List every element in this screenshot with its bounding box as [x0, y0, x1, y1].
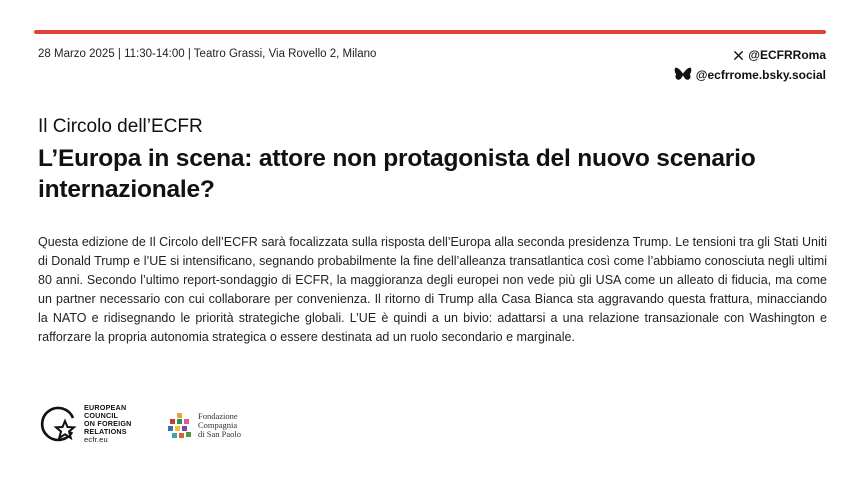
fcsp-mosaic-icon: [168, 413, 192, 439]
butterfly-icon: [674, 67, 692, 82]
social-handles: [674, 48, 826, 87]
ecfr-logo[interactable]: [38, 404, 132, 444]
x-logo-icon: [733, 50, 744, 61]
ecfr-url: ecfr.eu: [84, 435, 108, 444]
fcsp-line-1: Fondazione: [198, 411, 238, 421]
x-handle-row[interactable]: [674, 48, 826, 62]
ecfr-wordmark: [84, 404, 132, 444]
ecfr-star-icon: [38, 404, 78, 444]
fcsp-line-3: di San Paolo: [198, 429, 241, 439]
fcsp-wordmark: [198, 412, 241, 439]
description-paragraph: Questa edizione de Il Circolo dell’ECFR sarà focalizzata sulla risposta dell’Europa alla seconda presidenza Trump. Le tensioni tra gli Stati Uniti di Donald Trump e l’UE si intensificano, segnando probabilmente la fine dell’alleanza transatlantica così come l’abbiamo conosciuta negli ultimi 80 anni. Secondo l’ultimo report-sondaggio di ECFR, la maggioranza degli europei non vede più gli USA come un alleato di fiducia, ma come un partner necessario con cui collaborare per convenienza. Il ritorno di Trump alla Casa Bianca sta aggravando questa frattura, minacciando la NATO e ridisegnando le priorità strategiche globali. L’UE è quindi a un bivio: adattarsi a una relazione transazionale con Washington e rafforzare la propria autonomia strategica o essere destinata ad un ruolo secondario e marginale.: [38, 235, 827, 344]
event-info: 28 Marzo 2025 | 11:30-14:00 | Teatro Grassi, Via Rovello 2, Milano: [38, 48, 377, 60]
bsky-handle-row[interactable]: [674, 67, 826, 82]
top-accent-rule: [34, 30, 826, 34]
page-title: L’Europa in scena: attore non protagonista del nuovo scenario internazionale?: [38, 145, 756, 203]
ecfr-line-3: ON FOREIGN: [84, 419, 132, 428]
fcsp-line-2: Compagnia: [198, 420, 238, 430]
fcsp-logo[interactable]: [168, 412, 241, 439]
bsky-handle: @ecfrrome.bsky.social: [695, 67, 826, 82]
ecfr-line-1: EUROPEAN: [84, 403, 127, 412]
x-handle: @ECFRRoma: [748, 48, 826, 62]
ecfr-line-4: RELATIONS: [84, 427, 127, 436]
ecfr-line-2: COUNCIL: [84, 411, 119, 420]
series-name: Il Circolo dell’ECFR: [38, 116, 203, 137]
